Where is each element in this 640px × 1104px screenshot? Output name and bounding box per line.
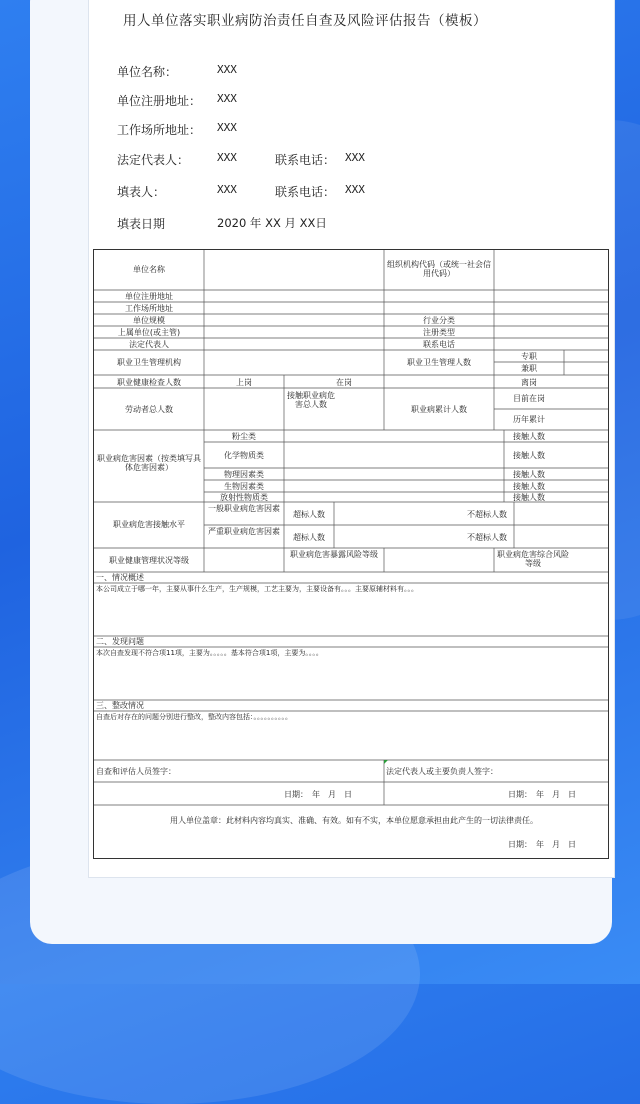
cell-total-workers: 劳动者总人数 [125, 405, 173, 414]
cell-exceed: 超标人数 [293, 533, 325, 542]
cell-severe-hazard: 严重职业病危害因素 [208, 527, 280, 536]
info-label: 填表人： [117, 185, 166, 199]
cell-industry: 行业分类 [423, 316, 455, 325]
section-overview-text: 本公司成立于哪一年，主要从事什么生产，生产规模，工艺主要为，主要设备有。。。主要原辅材料有。。。 [96, 585, 418, 593]
cell-exposed-count: 接触人数 [513, 470, 545, 479]
info-value: XXX [217, 92, 237, 105]
cell-unit-name: 单位名称 [133, 265, 165, 274]
cell-exposed-count: 接触人数 [513, 482, 545, 491]
info-label: 法定代表人： [117, 153, 190, 167]
cell-radioactive: 放射性物质类 [220, 493, 268, 502]
info-value: XXX [217, 121, 237, 134]
cell-reg-addr: 单位注册地址 [125, 292, 173, 301]
cell-part-time: 兼职 [521, 364, 537, 373]
cell-reg-type: 注册类型 [423, 328, 455, 337]
date-line: 日期： 年 月 日 [284, 790, 352, 799]
cell-exam-count: 职业健康检查人数 [117, 378, 181, 387]
seal-statement: 用人单位盖章：此材料内容均真实、准确、有效。如有不实，本单位愿意承担由此产生的一切法律责任。 [170, 816, 538, 825]
sign-self-label: 自查和评估人员签字： [96, 767, 176, 776]
cell-dust: 粉尘类 [232, 432, 256, 441]
section-overview-title: 一、情况概述 [96, 573, 144, 582]
cell-parent-unit: 上属单位(或主管) [117, 328, 181, 337]
cell-physical: 物理因素类 [224, 470, 264, 479]
info-value: XXX [217, 151, 237, 164]
info-label: 单位注册地址： [117, 94, 202, 108]
report-form-table [93, 249, 609, 859]
document-page [88, 0, 615, 878]
cell-chemical: 化学物质类 [224, 451, 264, 460]
cell-hazard-factors: 职业病危害因素（按类填写具体危害因素） [97, 454, 201, 472]
info-value: XXX [217, 183, 237, 196]
date-line: 日期： 年 月 日 [508, 790, 576, 799]
cell-health-mgmt-level: 职业健康管理状况等级 [109, 556, 189, 565]
cell-exposed-count: 接触人数 [513, 493, 545, 502]
document-title: 用人单位落实职业病防治责任自查及风险评估报告（模板） [123, 13, 487, 29]
cell-exceed: 超标人数 [293, 510, 325, 519]
cell-exposed-count: 接触人数 [513, 432, 545, 441]
cell-biological: 生物因素类 [224, 482, 264, 491]
cell-contact-phone: 联系电话 [423, 340, 455, 349]
date-line: 日期： 年 月 日 [508, 840, 576, 849]
cell-oh-mgmt-org: 职业卫生管理机构 [117, 358, 181, 367]
info-value: XXX [345, 183, 365, 196]
cell-exposure-risk-level: 职业病危害暴露风险等级 [290, 550, 378, 559]
document-card [30, 0, 612, 944]
cell-org-code: 组织机构代码（或统一社会信用代码） [387, 260, 491, 278]
cell-legal-rep: 法定代表人 [129, 340, 169, 349]
cell-general-hazard: 一般职业病危害因素 [208, 504, 280, 513]
cell-overall-risk-level: 职业病危害综合风险等级 [497, 550, 569, 568]
info-label: 填表日期 [117, 217, 166, 231]
info-label: 单位名称： [117, 65, 178, 79]
info-value: XXX [217, 63, 237, 76]
cell-on-duty: 上岗 [236, 378, 252, 387]
info-label: 工作场所地址： [117, 123, 202, 137]
cell-cumulative-cases: 职业病累计人数 [411, 405, 467, 414]
section-issues-title: 二、发现问题 [96, 637, 144, 646]
cell-not-exceed: 不超标人数 [467, 533, 507, 542]
info-value: XXX [345, 151, 365, 164]
cell-not-exceed: 不超标人数 [467, 510, 507, 519]
info-value: 2020 年 XX 月 XX日 [217, 216, 327, 230]
cell-historical-total: 历年累计 [513, 415, 545, 424]
cell-exposed-count: 接触人数 [513, 451, 545, 460]
section-rectification-title: 三、整改情况 [96, 701, 144, 710]
section-rectification-text: 自查后对存在的问题分别进行整改，整改内容包括：。。。。。。。。。。 [96, 713, 292, 721]
section-issues-text: 本次自查发现不符合项11项，主要为。。。。。基本符合项1项，主要为。。。。 [96, 649, 323, 657]
cell-work-addr: 工作场所地址 [125, 304, 173, 313]
cell-hazard-exposed-total: 接触职业病危害总人数 [287, 391, 335, 409]
cell-exposure-level: 职业病危害接触水平 [113, 520, 185, 529]
info-label: 联系电话： [275, 153, 336, 167]
cell-currently-in-post: 目前在岗 [513, 394, 545, 403]
cell-off-duty: 离岗 [521, 378, 537, 387]
info-label: 联系电话： [275, 185, 336, 199]
sign-legal-label: 法定代表人或主要负责人签字： [386, 767, 498, 776]
cell-oh-mgmt-staff: 职业卫生管理人数 [407, 358, 471, 367]
cell-full-time: 专职 [521, 352, 537, 361]
cell-unit-scale: 单位规模 [133, 316, 165, 325]
cell-in-post: 在岗 [336, 378, 352, 387]
